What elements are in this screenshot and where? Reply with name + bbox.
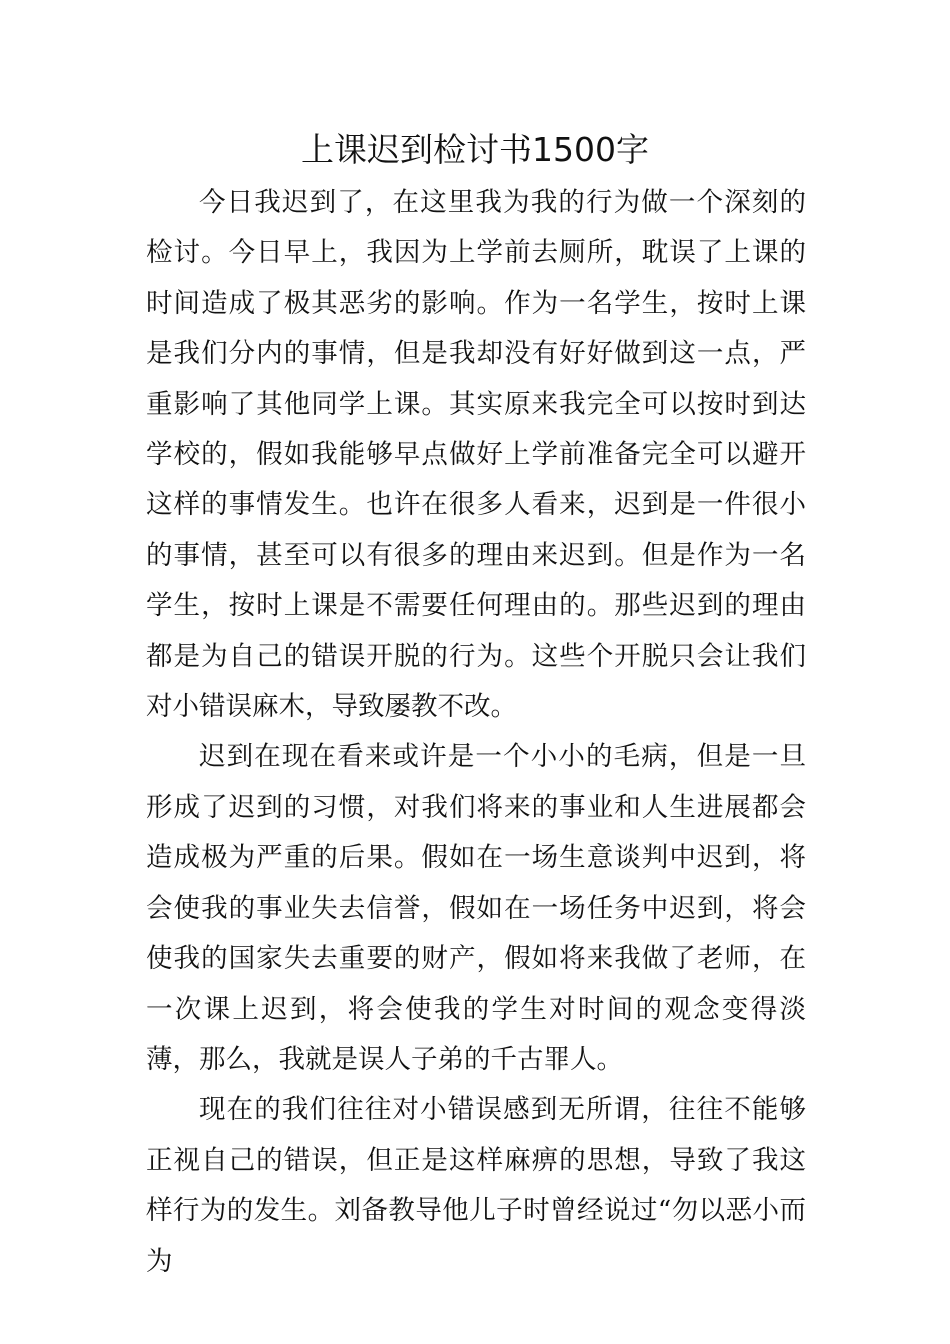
paragraph-1: 今日我迟到了，在这里我为我的行为做一个深刻的检讨。今日早上，我因为上学前去厕所，耽误了上课的时间造成了极其恶劣的影响。作为一名学生，按时上课是我们分内的事情，但是我却没有好好做到这一点，严重影响了其他同学上课。其实原来我完全可以按时到达学校的，假如我能够早点做好上学前准备完全可以避开这样的事情发生。也许在很多人看来，迟到是一件很小的事情，甚至可以有很多的理由来迟到。但是作为一名学生，按时上课是不需要任何理由的。那些迟到的理由都是为自己的错误开脱的行为。这些个开脱只会让我们对小错误麻木，导致屡教不改。 xyxy=(146,187,806,723)
paragraph-3: 现在的我们往往对小错误感到无所谓，往往不能够正视自己的错误，但正是这样麻痹的思想，导致了我这样行为的发生。刘备教导他儿子时曾经说过“勿以恶小而为 xyxy=(146,1094,806,1277)
document-body xyxy=(146,178,806,1287)
document-title: 上课迟到检讨书1500字 xyxy=(301,130,649,169)
paragraph-2: 迟到在现在看来或许是一个小小的毛病，但是一旦形成了迟到的习惯，对我们将来的事业和人生进展都会造成极为严重的后果。假如在一场生意谈判中迟到，将会使我的事业失去信誉，假如在一场任务中迟到，将会使我的国家失去重要的财产，假如将来我做了老师，在一次课上迟到，将会使我的学生对时间的观念变得淡薄，那么，我就是误人子弟的千古罪人。 xyxy=(146,741,806,1075)
